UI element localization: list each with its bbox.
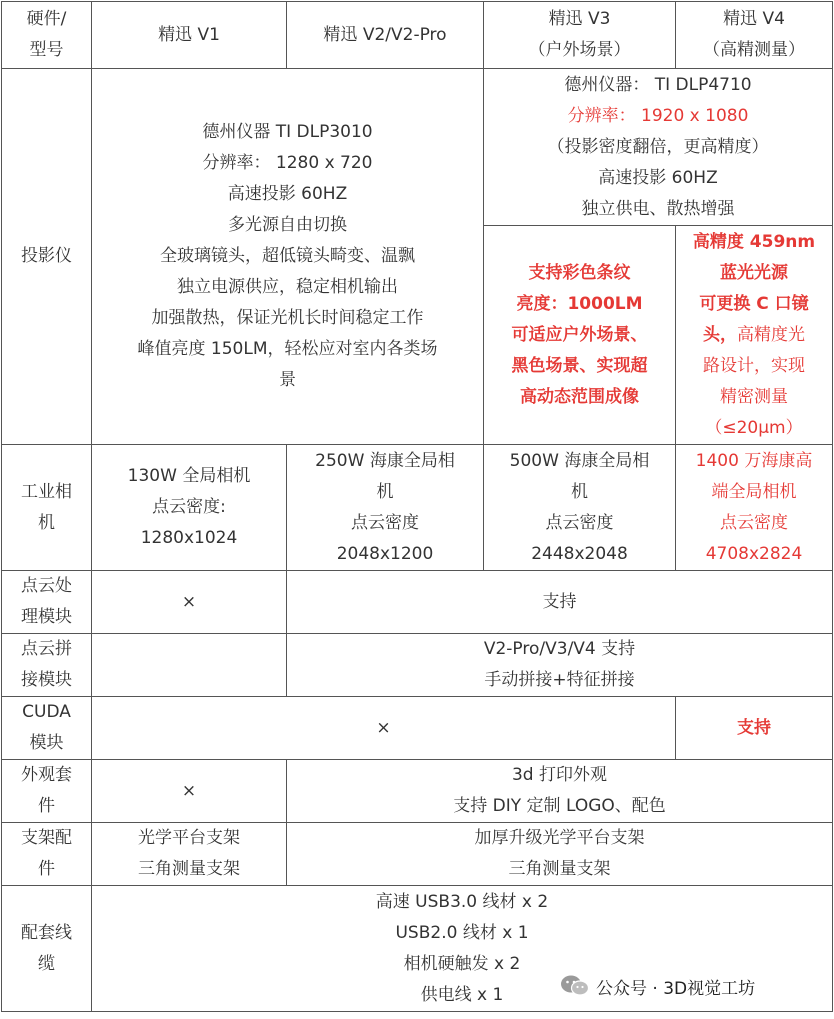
pointcloud-v1: ×	[92, 571, 287, 634]
projector-v3-v4-common	[484, 69, 833, 226]
projector-v4-line: 蓝光光源	[720, 262, 788, 283]
pointcloud-row	[2, 571, 833, 634]
projector-v4-line: 头，	[703, 324, 737, 345]
projector-v4-line: 精密测量	[720, 386, 788, 407]
bracket-line: 光学平台支架	[138, 828, 240, 848]
header-hardware-model	[2, 2, 92, 69]
cable-line: 供电线 x 1	[420, 984, 504, 1005]
projector-v4-line: 路设计，实现	[703, 355, 805, 376]
casing-line: 3d 打印外观	[511, 765, 607, 785]
stitching-v1	[92, 634, 287, 697]
projector-label: 投影仪	[2, 69, 92, 445]
header-label: 型号	[29, 40, 64, 60]
bracket-row	[2, 823, 833, 886]
cable-line: 相机硬触发 x 2	[403, 953, 521, 974]
camera-line: 机	[376, 481, 394, 502]
cuda-row	[2, 697, 833, 760]
projector-spec-line: 分辨率： 1280 x 720	[202, 153, 373, 173]
projector-note: （投影密度翻倍，更高精度）	[547, 136, 769, 157]
projector-speed: 高速投影 60HZ	[598, 167, 718, 188]
casing-v1: ×	[92, 760, 287, 823]
projector-v4-line: 可更换 C 口镜	[699, 293, 809, 314]
row-label: 理模块	[21, 607, 72, 627]
projector-chip: 德州仪器： TI DLP4710	[564, 74, 752, 95]
cuda-v1-v3: ×	[92, 697, 676, 760]
bracket-line: 三角测量支架	[138, 859, 240, 879]
projector-resolution: 分辨率： 1920 x 1080	[567, 105, 749, 126]
header-label: 硬件/	[26, 9, 67, 29]
row-label: 配套线	[21, 922, 72, 943]
camera-v4	[676, 445, 833, 571]
row-label: 点云处	[21, 576, 72, 596]
projector-spec-line: 独立电源供应，稳定相机输出	[177, 277, 398, 297]
cables-label	[2, 886, 92, 1012]
casing-row	[2, 760, 833, 823]
watermark-text: 公众号 · 3D视觉工坊	[596, 978, 756, 999]
row-label: 点云拼	[21, 639, 72, 659]
projector-spec-line: 峰值亮度 150LM，轻松应对室内各类场	[137, 339, 438, 359]
spec-table	[1, 1, 833, 1012]
camera-line: 点云密度	[351, 512, 419, 533]
header-v4	[676, 2, 833, 69]
camera-line: 4708x2824	[705, 543, 803, 564]
camera-v2	[287, 445, 484, 571]
projector-v3-line: 亮度：1000LM	[516, 293, 643, 314]
camera-line: 点云密度:	[152, 497, 226, 517]
cuda-v4: 支持	[676, 697, 833, 760]
stitching-row	[2, 634, 833, 697]
bracket-rest	[287, 823, 833, 886]
projector-v3-line: 高动态范围成像	[520, 386, 639, 407]
camera-line: 点云密度	[545, 512, 614, 533]
header-row	[2, 2, 833, 69]
camera-label	[2, 445, 92, 571]
projector-v3-line: 黑色场景、实现超	[511, 355, 648, 376]
row-label: 件	[38, 859, 55, 879]
projector-spec-line: 景	[279, 370, 296, 390]
projector-spec-line: 德州仪器 TI DLP3010	[202, 122, 373, 142]
wechat-icon	[560, 974, 590, 998]
row-label: 件	[38, 796, 55, 816]
cable-line: 高速 USB3.0 线材 x 2	[375, 891, 549, 912]
camera-line: 1400 万海康高	[695, 450, 813, 471]
projector-row	[2, 69, 833, 226]
header-sublabel: （高精测量）	[703, 40, 805, 60]
casing-line: 支持 DIY 定制 LOGO、配色	[453, 796, 666, 816]
header-label: 精迅 V2/V2-Pro	[323, 24, 447, 45]
row-label: CUDA	[22, 702, 71, 722]
header-label: 精迅 V1	[158, 24, 220, 45]
camera-line: 130W 全局相机	[127, 466, 251, 486]
projector-v4-line: 高精度 459nm	[692, 231, 816, 252]
bracket-label	[2, 823, 92, 886]
projector-v4-line: 高精度光	[737, 324, 805, 345]
row-label: 模块	[29, 733, 64, 753]
camera-line: 2048x1200	[336, 543, 434, 564]
camera-line: 250W 海康全局相	[315, 450, 455, 471]
projector-spec-line: 加强散热，保证光机长时间稳定工作	[151, 308, 424, 328]
pointcloud-label	[2, 571, 92, 634]
projector-v4-extra	[676, 226, 833, 445]
projector-v3-line: 支持彩色条纹	[528, 262, 631, 283]
camera-line: 点云密度	[720, 512, 788, 533]
camera-v1	[92, 445, 287, 571]
projector-v3-extra	[484, 226, 676, 445]
bracket-v1	[92, 823, 287, 886]
row-label: 缆	[38, 953, 55, 974]
header-sublabel: （户外场景）	[528, 40, 631, 60]
camera-line: 1280x1024	[140, 528, 238, 548]
projector-v3-line: 可适应户外场景、	[511, 324, 648, 345]
cuda-label	[2, 697, 92, 760]
projector-spec-line: 多光源自由切换	[228, 215, 347, 235]
projector-v1-v2	[92, 69, 484, 445]
pointcloud-rest: 支持	[287, 571, 833, 634]
projector-v4-line: （≤20μm）	[705, 417, 803, 438]
row-label: 接模块	[21, 670, 72, 690]
header-v2	[287, 2, 484, 69]
stitching-line: V2-Pro/V3/V4 支持	[483, 639, 636, 659]
header-v1	[92, 2, 287, 69]
row-label: 机	[38, 512, 55, 533]
watermark	[560, 970, 755, 1002]
row-label: 外观套	[21, 765, 72, 785]
casing-label	[2, 760, 92, 823]
camera-line: 机	[571, 481, 588, 502]
camera-line: 500W 海康全局相	[509, 450, 650, 471]
stitching-rest	[287, 634, 833, 697]
stitching-label	[2, 634, 92, 697]
header-label: 精迅 V3	[548, 9, 611, 29]
camera-row	[2, 445, 833, 571]
projector-spec-line: 高速投影 60HZ	[227, 184, 348, 204]
stitching-line: 手动拼接+特征拼接	[484, 670, 635, 690]
cable-line: USB2.0 线材 x 1	[395, 922, 529, 943]
row-label: 工业相	[21, 481, 72, 502]
camera-v3	[484, 445, 676, 571]
projector-spec-line: 全玻璃镜头，超低镜头畸变、温飘	[160, 246, 415, 266]
casing-rest	[287, 760, 833, 823]
row-label: 支架配	[21, 828, 72, 848]
header-v3	[484, 2, 676, 69]
bracket-line: 三角测量支架	[508, 859, 611, 879]
header-label: 精迅 V4	[723, 9, 785, 29]
bracket-line: 加厚升级光学平台支架	[474, 828, 645, 848]
projector-power: 独立供电、散热增强	[581, 198, 735, 219]
camera-line: 端全局相机	[711, 481, 797, 502]
camera-line: 2448x2048	[531, 543, 628, 564]
